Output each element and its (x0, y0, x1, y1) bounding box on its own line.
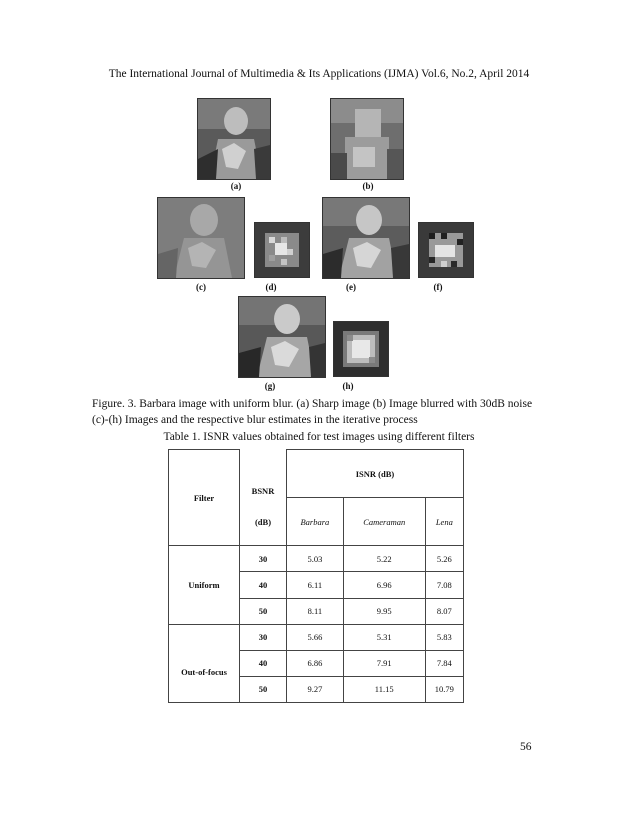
isnr-table (168, 449, 464, 703)
isnr-cell: 9.95 (343, 598, 425, 624)
sublabel-b: (b) (362, 181, 374, 191)
table-row (169, 546, 464, 572)
isnr-cell: 6.11 (287, 572, 344, 598)
isnr-cell: 7.08 (425, 572, 463, 598)
figure-caption (92, 396, 562, 428)
isnr-cell: 5.22 (343, 546, 425, 572)
sublabel-e: (e) (346, 282, 356, 292)
figure-caption-line-1: Figure. 3. Barbara image with uniform blur. (a) Sharp image (b) Image blurred with 30dB noise (92, 398, 533, 410)
sublabel-g: (g) (264, 381, 276, 391)
isnr-cell: 7.91 (343, 650, 425, 676)
isnr-cell: 7.84 (425, 650, 463, 676)
header-isnr: ISNR (dB) (287, 450, 464, 498)
page-number: 56 (520, 741, 532, 753)
header-bsnr-unit: (dB) (240, 498, 287, 546)
filter-uniform: Uniform (169, 546, 240, 624)
figure-caption-line-2: (c)-(h) Images and the respective blur estimates in the iterative process (92, 414, 418, 426)
table-caption: Table 1. ISNR values obtained for test images using different filters (163, 431, 475, 443)
isnr-cell: 5.31 (343, 624, 425, 650)
sublabel-h: (h) (342, 381, 354, 391)
bsnr-cell: 30 (240, 624, 287, 650)
header-filter: Filter (169, 450, 240, 546)
figure-panel-e-iteration-image (322, 197, 410, 279)
col-header-cameraman: Cameraman (343, 498, 425, 546)
isnr-cell: 8.07 (425, 598, 463, 624)
isnr-cell: 5.66 (287, 624, 344, 650)
isnr-cell: 5.26 (425, 546, 463, 572)
sublabel-f: (f) (433, 282, 443, 292)
figure-panel-g-final-image (238, 296, 326, 378)
figure-panel-h-final-blur-estimate (333, 321, 389, 377)
figure-panel-b-blurred-image (330, 98, 404, 180)
bsnr-cell: 50 (240, 676, 287, 702)
col-header-barbara: Barbara (287, 498, 344, 546)
col-header-lena: Lena (425, 498, 463, 546)
bsnr-cell: 40 (240, 572, 287, 598)
isnr-cell: 5.03 (287, 546, 344, 572)
bsnr-cell: 40 (240, 650, 287, 676)
sublabel-c: (c) (196, 282, 206, 292)
isnr-cell: 10.79 (425, 676, 463, 702)
sublabel-a: (a) (230, 181, 242, 191)
isnr-cell: 6.96 (343, 572, 425, 598)
bsnr-cell: 30 (240, 546, 287, 572)
figure-panel-c-iteration-image (157, 197, 245, 279)
running-header: The International Journal of Multimedia & Its Applications (IJMA) Vol.6, No.2, April 2014 (108, 68, 530, 80)
header-bsnr: BSNR (240, 450, 287, 498)
figure-panel-f-blur-estimate (418, 222, 474, 278)
bsnr-cell: 50 (240, 598, 287, 624)
table-row (169, 624, 464, 650)
isnr-cell: 9.27 (287, 676, 344, 702)
isnr-cell: 8.11 (287, 598, 344, 624)
figure-panel-a-sharp-image (197, 98, 271, 180)
filter-out-of-focus: Out-of-focus (169, 624, 240, 702)
isnr-cell: 5.83 (425, 624, 463, 650)
isnr-cell: 11.15 (343, 676, 425, 702)
figure-panel-d-blur-estimate (254, 222, 310, 278)
isnr-cell: 6.86 (287, 650, 344, 676)
sublabel-d: (d) (265, 282, 277, 292)
